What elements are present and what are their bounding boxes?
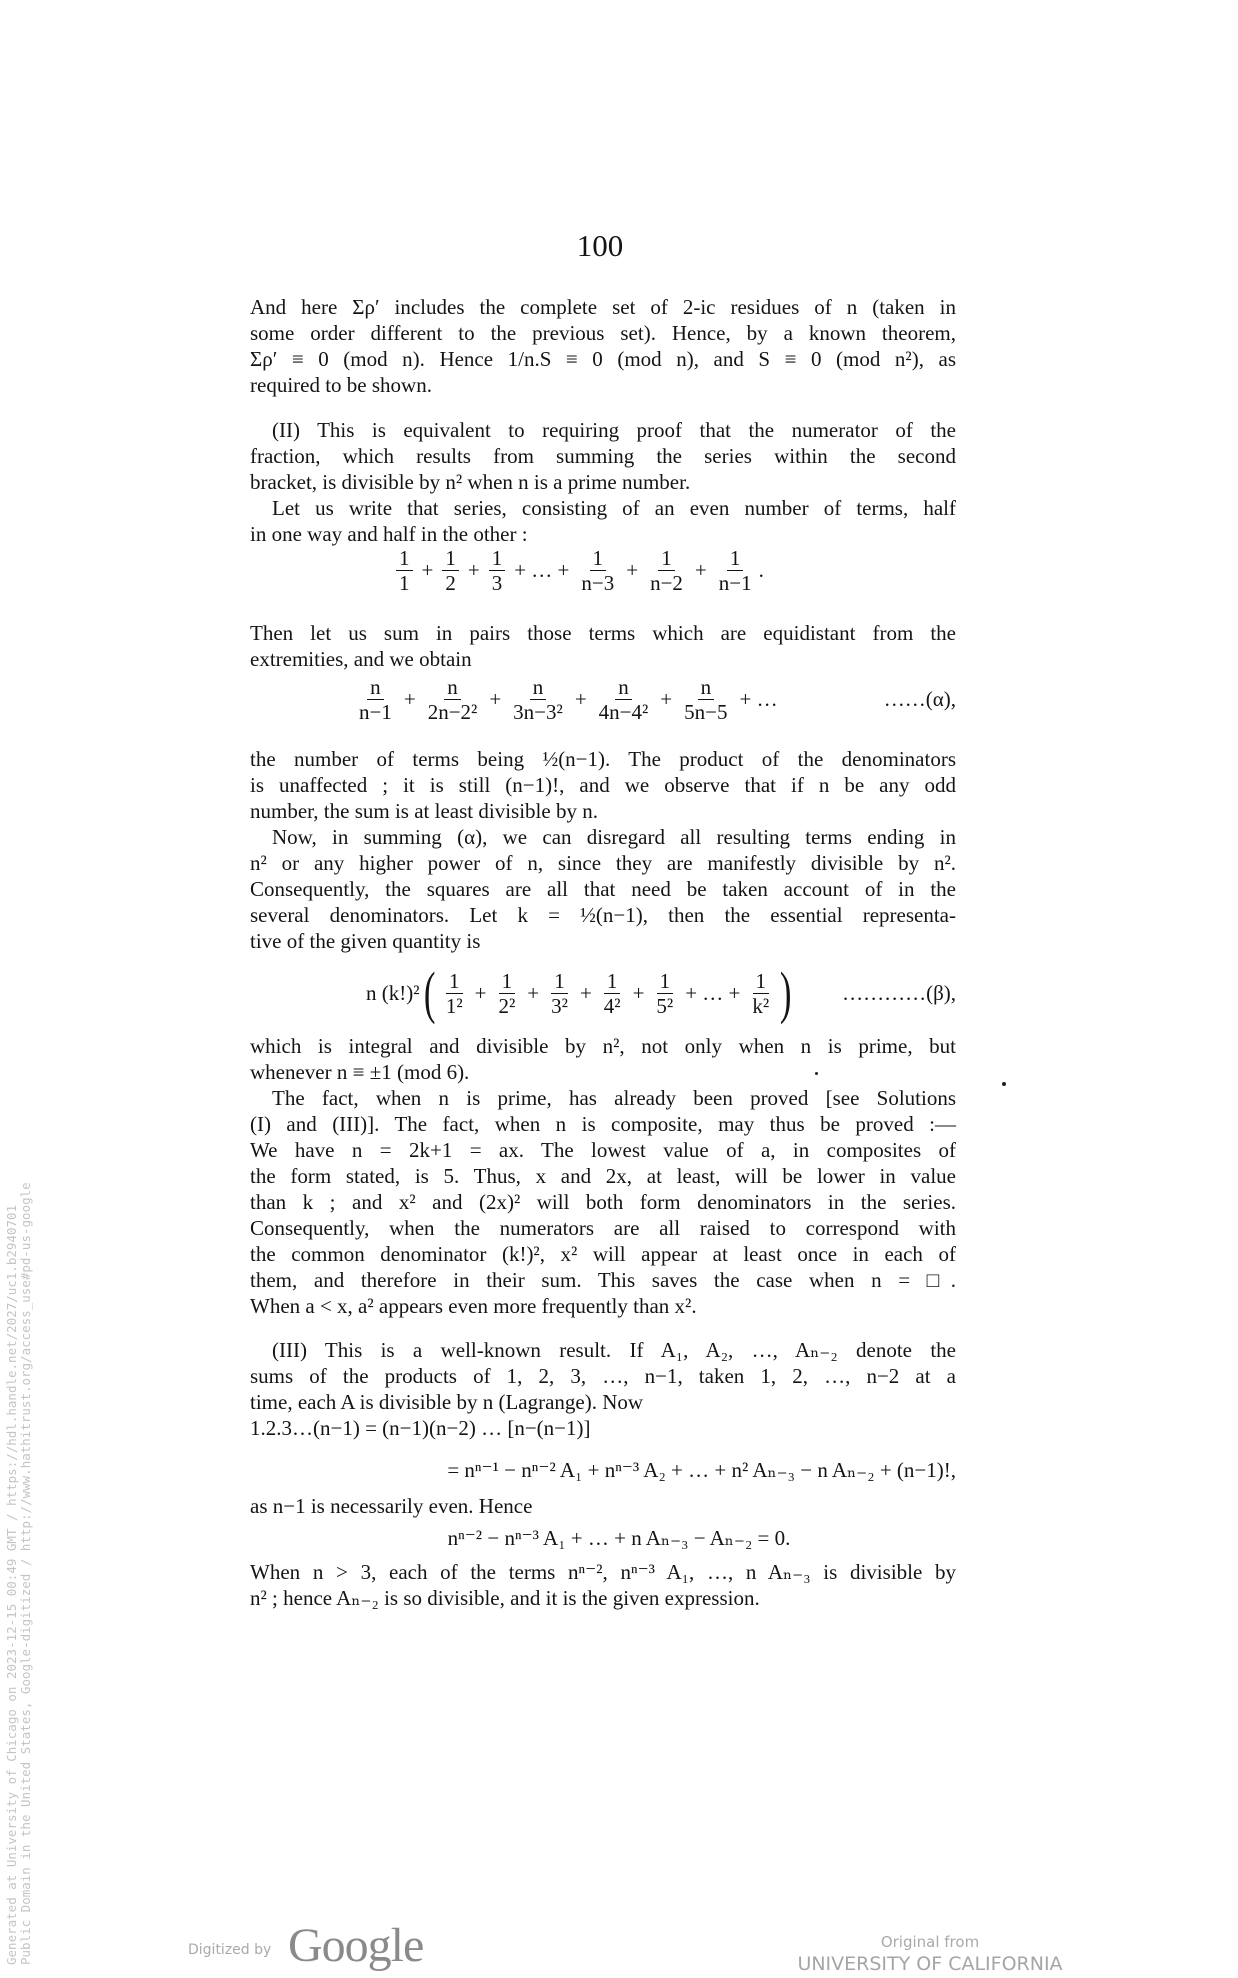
plus-sign: + [421,558,434,582]
text-line: Consequently, when the numerators are all raised to correspond with [250,1216,956,1240]
text-line: sums of the products of 1, 2, 3, …, n−1, taken 1, 2, …, n−2 at a [250,1364,956,1388]
paragraph-pairs [250,620,956,672]
numerator: 1 [446,969,463,994]
text-line: the form stated, is 5. Thus, x and 2x, at least, will be lower in value [250,1164,956,1188]
text-line: (III) This is a well-known result. If A₁, A₂, …, Aₙ₋₂ denote the [272,1338,956,1362]
denominator: 3n−3² [513,700,563,724]
ellipsis-term: + … + [514,558,570,582]
text-line: The fact, when n is prime, has already been proved [see Solutions [272,1086,956,1110]
numerator: 1 [499,969,516,994]
text-line: Consequently, the squares are all that need be taken account of in the [250,877,956,901]
equation-label: ……(α), [883,687,956,711]
google-logo: Google [288,1919,424,1972]
text-line: several denominators. Let k = ½(n−1), then the essential representa- [250,903,956,927]
plus-sign: + [579,980,592,1005]
fraction [396,546,413,595]
paragraph-series-intro [250,495,956,547]
fraction [716,546,755,595]
numerator: n [615,675,632,700]
numerator: 1 [442,546,459,571]
numerator: n [530,675,547,700]
text-line: some order different to the previous set). Hence, by a known theorem, [250,321,956,345]
numerator: 1 [489,546,506,571]
equation-label: …………(β), [842,980,956,1005]
paragraph-III [250,1337,956,1415]
paragraph-even [250,1493,956,1519]
text-line: bracket, is divisible by n² when n is a prime number. [250,470,691,494]
numerator: 1 [658,546,675,571]
fraction [442,546,459,595]
text-line: When a < x, a² appears even more frequently than x². [250,1294,697,1318]
numerator: 1 [657,969,674,994]
plus-sign: + [660,687,673,711]
numerator: n [367,675,384,700]
text-line: time, each A is divisible by n (Lagrange). Now [250,1390,644,1414]
denominator: n−3 [581,571,615,595]
text-line: (I) and (III)]. The fact, when n is composite, may thus be proved :— [250,1112,956,1136]
text-line: (II) This is equivalent to requiring proof that the numerator of the [272,418,956,442]
equation-series [392,546,764,595]
fraction [496,969,519,1018]
numerator: 1 [727,546,744,571]
text-line: number, the sum is at least divisible by n. [250,799,598,823]
denominator: 3² [551,993,568,1018]
denominator: 2 [445,571,456,595]
watermark-generated: Generated at University of Chicago on 2023-12-15 00:49 GMT / https://hdl.handle.net/2027/uc1.b2940701 [4,1204,19,1965]
paragraph-summing [250,824,956,954]
text-line: Then let us sum in pairs those terms which are equidistant from the [250,621,956,645]
plus-sign: + [694,558,707,582]
denominator: n−1 [359,700,392,724]
equation-alpha [352,675,956,724]
fraction [443,969,466,1018]
fraction [601,969,624,1018]
paragraph-integral [250,1033,956,1085]
plus-sign: + [632,980,645,1005]
numerator: n [698,675,715,700]
fraction [548,969,571,1018]
digitized-by-label: Digitized by [188,1942,272,1958]
text-line: We have n = 2k+1 = ax. The lowest value of a, in composites of [250,1138,956,1162]
page-number: 100 [576,228,624,263]
fraction [489,546,506,595]
text-line: When n > 3, each of the terms nⁿ⁻², nⁿ⁻³ A₁, …, n Aₙ₋₃ is divisible by [250,1560,956,1584]
fraction [596,675,652,724]
equation-end: . [758,558,764,582]
numerator: 1 [604,969,621,994]
denominator: n−1 [718,571,752,595]
denominator: k² [752,993,770,1018]
fraction [653,969,676,1018]
fraction [510,675,566,724]
plus-sign: + [403,687,416,711]
right-paren: ) [780,960,792,1025]
text-line: Σρ′ ≡ 0 (mod n). Hence 1/n.S ≡ 0 (mod n), and S ≡ 0 (mod n²), as [250,347,956,371]
equation-zero-sum: nⁿ⁻² − nⁿ⁻³ A₁ + … + n Aₙ₋₃ − Aₙ₋₂ = 0. [447,1526,791,1550]
equation-factorial-line2: = nⁿ⁻¹ − nⁿ⁻² A₁ + nⁿ⁻³ A₂ + … + n² Aₙ₋₃ − n Aₙ₋₂ + (n−1)!, [447,1458,956,1482]
text-line: than k ; and x² and (2x)² will both form denominators in the series. [250,1190,956,1214]
plus-sign: + [626,558,639,582]
paragraph-residues [250,294,956,398]
denominator: 5² [656,993,674,1018]
denominator: 3 [491,571,503,595]
numerator: 1 [551,969,568,994]
numerator: 1 [753,969,770,994]
denominator: 4n−4² [598,700,649,724]
text-line: extremities, and we obtain [250,647,472,671]
equation-tail: + … [739,687,778,711]
text-line: fraction, which results from summing the series within the second [250,444,956,468]
text-line: is unaffected ; it is still (n−1)!, and we observe that if n be any odd [250,773,956,797]
ellipsis-term: + … + [685,980,741,1005]
equation-factorial-line1: 1.2.3…(n−1) = (n−1)(n−2) … [n−(n−1)] [250,1416,591,1440]
original-from-label: Original from [880,1933,980,1951]
plus-sign: + [467,558,480,582]
fraction [578,546,617,595]
text-line: as n−1 is necessarily even. Hence [250,1494,533,1518]
plus-sign: + [527,980,540,1005]
fraction [681,675,730,724]
left-paren: ( [423,960,435,1025]
institution-label: UNIVERSITY OF CALIFORNIA [797,1953,1063,1975]
text-line: in one way and half in the other : [250,522,528,546]
text-line: n² ; hence Aₙ₋₂ is so divisible, and it is the given expression. [250,1586,760,1610]
equation-prefix: n (k!)² [366,980,420,1005]
equation-beta [366,960,956,1025]
denominator: 2² [498,993,516,1018]
numerator: 1 [590,546,607,571]
numerator: n [444,675,461,700]
text-line: Now, in summing (α), we can disregard all resulting terms ending in [272,825,956,849]
text-line: whenever n ≡ ±1 (mod 6). [250,1060,470,1084]
paragraph-II [250,417,956,495]
fraction [425,675,481,724]
paragraph-composite [250,1085,956,1319]
paragraph-conclusion [250,1559,956,1611]
plus-sign: + [489,687,502,711]
denominator: 2n−2² [427,700,478,724]
paragraph-terms [250,746,956,824]
plus-sign: + [474,980,487,1005]
fraction [356,675,395,724]
text-line: the number of terms being ½(n−1). The product of the denominators [250,747,956,771]
numerator: 1 [396,546,413,571]
text-line: the common denominator (k!)², x² will appear at least once in each of [250,1242,956,1266]
denominator: 5n−5 [684,700,728,724]
denominator: 4² [603,993,621,1018]
text-line: them, and therefore in their sum. This saves the case when n = □. [250,1268,956,1292]
denominator: 1² [445,993,463,1018]
watermark-public-domain: Public Domain in the United States, Google-digitized / http://www.hathitrust.org/access_use#pd-us-google [18,1182,33,1965]
fraction [647,546,686,595]
text-line: And here Σρ′ includes the complete set of 2-ic residues of n (taken in [250,295,956,319]
text-line: required to be shown. [250,373,432,397]
fraction [749,969,772,1018]
stray-mark [815,1072,818,1075]
text-line: n² or any higher power of n, since they are manifestly divisible by n². [250,851,956,875]
denominator: n−2 [650,571,683,595]
plus-sign: + [574,687,587,711]
text-line: which is integral and divisible by n², not only when n is prime, but [250,1034,956,1058]
text-line: Let us write that series, consisting of an even number of terms, half [272,496,956,520]
stray-mark [1002,1082,1006,1086]
text-line: tive of the given quantity is [250,929,481,953]
denominator: 1 [399,571,410,595]
